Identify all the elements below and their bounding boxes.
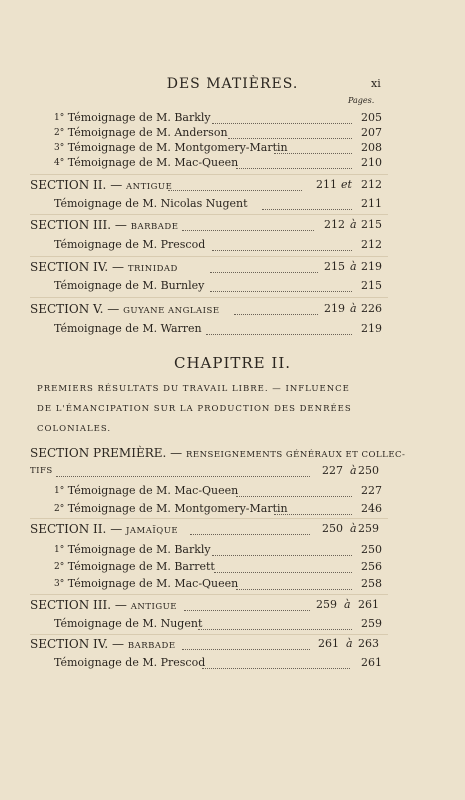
- section-page-separator: à: [350, 302, 357, 315]
- section-page-from: 261: [318, 637, 339, 650]
- running-header-page-number: xi: [371, 77, 381, 90]
- section-label: SECTION V.: [30, 302, 104, 316]
- chapter-title: CHAPITRE II.: [173, 354, 292, 372]
- section-dash: —: [110, 522, 123, 536]
- section-divider: [30, 297, 388, 298]
- dot-leader: [184, 598, 310, 611]
- section-entry: [0, 522, 465, 540]
- section-page-separator: à: [350, 464, 357, 477]
- section-dash: —: [112, 637, 125, 651]
- section-page-to: 261: [358, 598, 379, 611]
- section-page-to: 215: [361, 218, 382, 231]
- entry-text: Témoignage de M. Mac-Queen: [67, 156, 239, 169]
- dot-leader: [206, 322, 352, 335]
- section-entry: [0, 218, 465, 236]
- entry-page: 205: [361, 111, 382, 124]
- toc-entry: [0, 560, 465, 578]
- section-entry: [0, 637, 465, 655]
- section-page-separator: à: [350, 218, 357, 231]
- section-page-to: 212: [361, 178, 382, 191]
- section-page-from: 212: [324, 218, 345, 231]
- dot-leader: [236, 577, 352, 590]
- toc-entry: [0, 197, 465, 215]
- dot-leader: [262, 197, 352, 210]
- entry-page: 208: [361, 141, 382, 154]
- section-label: SECTION III.: [30, 598, 112, 612]
- section-divider: [30, 594, 388, 595]
- section-name: BARBADE: [127, 641, 176, 651]
- section-entry: [0, 446, 465, 464]
- entry-text: Témoignage de M. Anderson: [67, 126, 228, 139]
- section-page-separator: à: [344, 598, 351, 611]
- section-label: SECTION IV.: [30, 637, 109, 651]
- section-entry: [0, 178, 465, 196]
- section-divider: [30, 256, 388, 257]
- entry-page: 227: [361, 484, 382, 497]
- entry-text: Témoignage de M. Barkly: [67, 543, 211, 556]
- entry-text: Témoignage de M. Mac-Queen: [67, 484, 239, 497]
- dot-leader: [236, 484, 352, 497]
- entry-page: 246: [361, 502, 382, 515]
- dot-leader: [234, 302, 318, 315]
- section-label: SECTION IV.: [30, 260, 109, 274]
- entry-number: 4°: [54, 158, 65, 168]
- section-label: SECTION PREMIÈRE.: [30, 446, 167, 460]
- dot-leader: [212, 238, 352, 251]
- dot-leader: [212, 111, 352, 124]
- section-name: BARBADE: [130, 222, 179, 232]
- entry-page: 250: [361, 543, 382, 556]
- section-name: JAMAÏQUE: [126, 526, 179, 536]
- pages-column-label: Pages.: [348, 96, 375, 105]
- section-dash: —: [112, 260, 125, 274]
- entry-text: Témoignage de M. Prescod: [54, 656, 206, 669]
- entry-page: 210: [361, 156, 382, 169]
- chapter-subtitle-line: DE L'ÉMANCIPATION SUR LA PRODUCTION DES DENRÉES: [37, 404, 352, 414]
- toc-entry: [0, 543, 465, 561]
- section-dash: —: [114, 218, 127, 232]
- section-page-to: 263: [358, 637, 379, 650]
- section-page-from: 259: [316, 598, 337, 611]
- toc-entry: [0, 238, 465, 256]
- section-divider: [30, 634, 388, 635]
- section-dash: —: [170, 446, 183, 460]
- dot-leader: [56, 464, 310, 477]
- section-page-separator: à: [350, 260, 357, 273]
- toc-entry: [0, 322, 465, 340]
- section-page-separator: et: [341, 178, 352, 191]
- entry-text: Témoignage de M. Nicolas Nugent: [54, 197, 248, 210]
- toc-entry: [0, 484, 465, 502]
- dot-leader: [190, 522, 310, 535]
- entry-page: 259: [361, 617, 382, 630]
- running-header-title: DES MATIÈRES.: [166, 76, 299, 92]
- entry-text: Témoignage de M. Prescod: [54, 238, 206, 251]
- chapter-subtitle-line: PREMIERS RÉSULTATS DU TRAVAIL LIBRE. — INFLUENCE: [37, 384, 350, 394]
- section-name-line: TIFS: [30, 466, 53, 476]
- section-page-from: 250: [322, 522, 343, 535]
- toc-entry: [0, 656, 465, 674]
- section-dash: —: [114, 598, 127, 612]
- entry-text: Témoignage de M. Barrett: [67, 560, 215, 573]
- entry-text: Témoignage de M. Warren: [54, 322, 202, 335]
- toc-entry: [0, 577, 465, 595]
- dot-leader: [212, 543, 352, 556]
- toc-entry: [0, 279, 465, 297]
- dot-leader: [274, 502, 352, 515]
- section-name: GUYANE ANGLAISE: [123, 306, 220, 316]
- section-entry: [0, 302, 465, 320]
- toc-entry: [0, 156, 465, 174]
- entry-text: Témoignage de M. Barkly: [67, 111, 211, 124]
- section-entry: [0, 260, 465, 278]
- section-page-separator: à: [346, 637, 353, 650]
- entry-page: 258: [361, 577, 382, 590]
- section-page-from: 211: [316, 178, 337, 191]
- toc-entry: [0, 617, 465, 635]
- dot-leader: [236, 156, 352, 169]
- entry-text: Témoignage de M. Nugent: [54, 617, 203, 630]
- dot-leader: [210, 279, 352, 292]
- dot-leader: [214, 560, 352, 573]
- section-divider: [30, 518, 388, 519]
- entry-number: 2°: [54, 562, 65, 572]
- entry-page: 256: [361, 560, 382, 573]
- section-divider: [30, 174, 388, 175]
- entry-page: 215: [361, 279, 382, 292]
- chapter-subtitle-line: COLONIALES.: [37, 424, 112, 434]
- section-name: ANTIGUE: [126, 182, 173, 192]
- section-label: SECTION III.: [30, 218, 112, 232]
- entry-number: 1°: [54, 486, 65, 496]
- dot-leader: [210, 260, 318, 273]
- section-page-from: 227: [322, 464, 343, 477]
- entry-page: 207: [361, 126, 382, 139]
- section-dash: —: [107, 302, 120, 316]
- section-page-to: 250: [358, 464, 379, 477]
- entry-text: Témoignage de M. Montgomery-Martin: [67, 141, 288, 154]
- dot-leader: [228, 126, 352, 139]
- section-page-from: 215: [324, 260, 345, 273]
- section-divider: [30, 214, 388, 215]
- section-name: TRINIDAD: [127, 264, 178, 274]
- section-entry-continuation: [0, 464, 465, 482]
- section-page-to: 219: [361, 260, 382, 273]
- section-page-to: 259: [358, 522, 379, 535]
- entry-page: 212: [361, 238, 382, 251]
- dot-leader: [168, 178, 302, 191]
- section-name-line: RENSEIGNEMENTS GÉNÉRAUX ET COLLEC-: [185, 450, 406, 460]
- entry-text: Témoignage de M. Burnley: [54, 279, 205, 292]
- entry-page: 211: [361, 197, 382, 210]
- section-page-to: 226: [361, 302, 382, 315]
- section-label: SECTION II.: [30, 178, 107, 192]
- dot-leader: [198, 617, 352, 630]
- dot-leader: [182, 637, 310, 650]
- section-label: SECTION II.: [30, 522, 107, 536]
- entry-page: 261: [361, 656, 382, 669]
- dot-leader: [274, 141, 352, 154]
- entry-page: 219: [361, 322, 382, 335]
- section-dash: —: [110, 178, 123, 192]
- entry-number: 1°: [54, 545, 65, 555]
- section-name: ANTIGUE: [130, 602, 178, 612]
- entry-text: Témoignage de M. Mac-Queen: [67, 577, 239, 590]
- section-page-from: 219: [324, 302, 345, 315]
- entry-number: 2°: [54, 128, 65, 138]
- entry-number: 1°: [54, 113, 65, 123]
- entry-number: 3°: [54, 579, 65, 589]
- section-entry: [0, 598, 465, 616]
- entry-number: 2°: [54, 504, 65, 514]
- entry-text: Témoignage de M. Montgomery-Martin: [67, 502, 288, 515]
- entry-number: 3°: [54, 143, 65, 153]
- section-page-separator: à: [350, 522, 357, 535]
- dot-leader: [202, 656, 350, 669]
- dot-leader: [182, 218, 314, 231]
